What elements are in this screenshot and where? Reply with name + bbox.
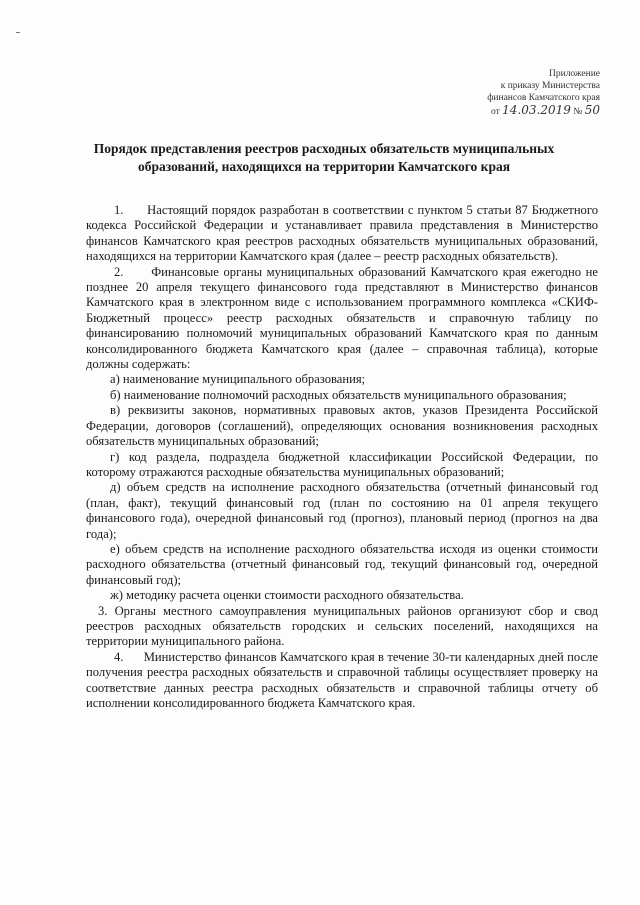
paragraph-4: 4. Министерство финансов Камчатского края в течение 30-ти календарных дней после получения реестра расходных обязательств и справочной таблицы осуществляет проверку на соответствие данных реестра расходных обязательств и справочной таблицы отчету об исполнении консолидированного бюджета Камчатского края. [86,649,598,710]
paragraph-2: 2. Финансовые органы муниципальных образований Камчатского края ежегодно не позднее 20 апреля текущего финансового года представляют в Министерство финансов Камчатского края в электронном виде с использованием программного комплекса «СКИФ-Бюджетный процесс» реестр расходных обязательств и справочную таблицу по финансированию полномочий муниципальных образований Камчатского края по данным консолидированного бюджета Камчатского края (далее – справочная таблица), которые должны содержать: [86,264,598,372]
item-e: е) объем средств на исполнение расходного обязательства исходя из оценки стоимости расходного обязательства (отчетный финансовый год, текущий финансовый год, очередной финансовый год); [86,541,598,587]
appendix-date: 14.03.2019 [502,103,571,117]
scan-mark [16,32,20,33]
appendix-date-prefix: от [491,107,503,117]
item-b: б) наименование полномочий расходных обязательств муниципального образования; [110,387,567,402]
document-body [86,203,598,711]
paragraph-1: 1. Настоящий порядок разработан в соответствии с пунктом 5 статьи 87 Бюджетного кодекса Российской Федерации и устанавливает правила представления в Министерство финансов Камчатского края реестров расходных обязательств муниципальных образований, находящихся на территории Камчатского края (далее – реестр расходных обязательств). [86,203,598,264]
paragraph-3: 3. Органы местного самоуправления муниципальных районов организуют сбор и свод реестров расходных обязательств городских и сельских поселений, находящихся на территории муниципального района. [86,603,598,649]
appendix-line-4 [400,104,600,118]
item-d: д) объем средств на исполнение расходного обязательства (отчетный финансовый год (план, факт), текущий финансовый год (план по состоянию на 01 апреля текущего финансового года), очередной финансовый год (прогноз), плановый период (прогноз на два года); [86,480,598,541]
item-v: в) реквизиты законов, нормативных правовых актов, указов Президента Российской Федерации, договоров (соглашений), определяющих основания возникновения расходных обязательств муниципальных образований; [86,403,598,449]
appendix-number-sign: № [570,107,585,117]
title-line-2: образований, находящихся на территории Камчатского края [137,159,511,174]
appendix-number: 50 [584,103,600,117]
appendix-line-3: финансов Камчатского края [487,93,600,103]
appendix-line-1: Приложение [549,69,600,79]
item-a: а) наименование муниципального образования; [110,372,366,387]
document-title [64,140,584,176]
item-zh: ж) методику расчета оценки стоимости расходного обязательства. [110,588,464,603]
appendix-line-2: к приказу Министерства [500,81,600,91]
appendix-header [400,68,600,118]
item-g: г) код раздела, подраздела бюджетной классификации Российской Федерации, по которому отражаются расходные обязательства муниципальных образований; [86,449,598,479]
title-line-1: Порядок представления реестров расходных обязательств муниципальных [93,141,555,156]
